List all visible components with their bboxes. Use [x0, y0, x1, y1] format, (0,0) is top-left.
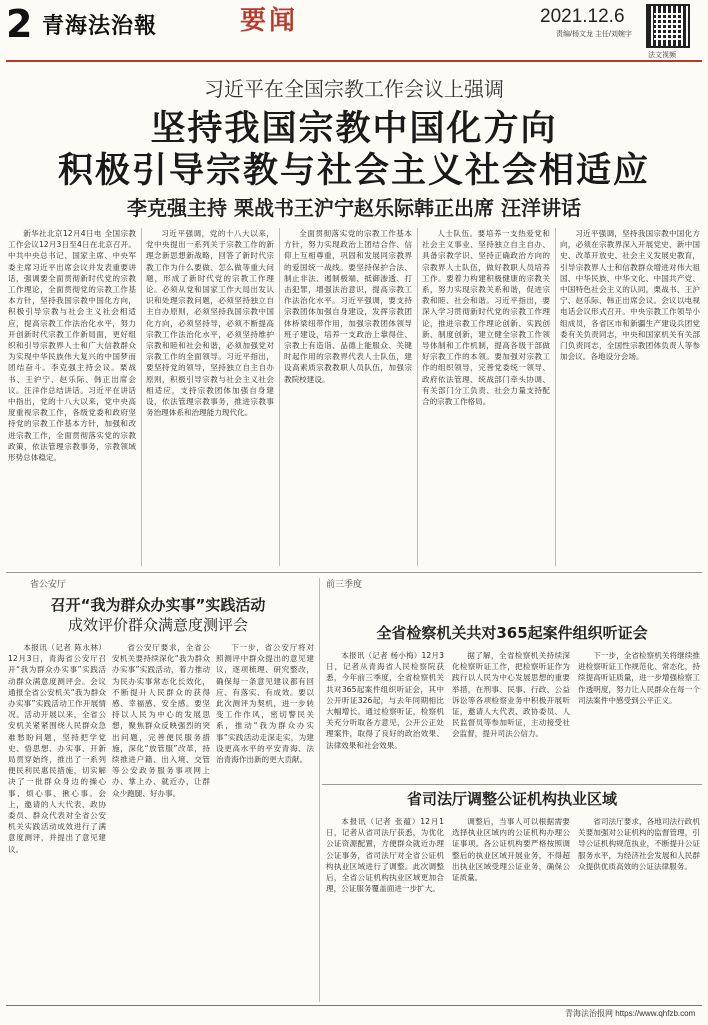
article-right-top-column-2: [452, 650, 570, 780]
article-paragraph: 本报讯（记者 陈永林）12月3日，青海省公安厅召开“我为群众办实事”实践活动群众满意度测评会。会议通报全省公安机关“我为群众办实事”实践活动工作开展情况。活动开展以来，全省公安机关紧紧围绕人民群众急难愁盼问题，坚持把学党史、悟思想、办实事、开新局贯穿始终，推出了一系列便民利民惠民措施，切实解决了一批群众身边的操心事、烦心事、揪心事。会上，邀请的人大代表、政协委员、群众代表对全省公安机关实践活动成效进行了满意度测评，并提出了意见建议。: [8, 643, 106, 854]
article-left-column-2: [112, 642, 210, 1002]
column-divider: [417, 228, 418, 566]
lead-column-1: [8, 228, 136, 566]
article-left-title-1: 召开“我为群众办实事”实践活动: [50, 596, 266, 614]
article-right-top-column-1: [326, 650, 444, 780]
lead-column-4: [422, 228, 550, 566]
qr-code-icon: [646, 4, 690, 48]
footer-rule: [6, 1005, 702, 1006]
lead-paragraph: 新华社北京12月4日电 全国宗教工作会议12月3日至4日在北京召开。中共中央总书记、国家主席、中央军委主席习近平出席会议并发表重要讲话，强调要全面贯彻新时代党的宗教工作理论，全面贯彻党的宗教工作基本方针，坚持我国宗教中国化方向，积极引导宗教与社会主义社会相适应，提高宗教工作法治化水平，努力开创新时代宗教工作新局面，更好组织和引导宗教界人士和广大信教群众为实现中华民族伟大复兴的中国梦而团结奋斗。李克强主持会议。栗战书、王沪宁、赵乐际、韩正出席会议。汪洋作总结讲话。习近平在讲话中指出，党的十八大以来，党中央高度重视宗教工作，各级党委和政府坚持党的宗教工作基本方针，加强和改进宗教工作，全面贯彻落实党的宗教政策，依法管理宗教事务，宗教领域形势总体稳定。: [8, 229, 136, 463]
lead-column-2: [146, 228, 274, 566]
section-title: 要闻: [240, 6, 299, 36]
lead-headline-2: 积极引导宗教与社会主义社会相适应: [57, 150, 650, 191]
article-right-top-column-3: [578, 650, 700, 780]
article-paragraph: 据了解，全省检察机关持续深化检察听证工作，把检察听证作为践行以人民为中心发展思想的重要举措，在刑事、民事、行政、公益诉讼等各项检察业务中积极开展听证，邀请人大代表、政协委员、人民监督员等参加听证，主动接受社会监督，提升司法公信力。: [452, 651, 570, 739]
lead-paragraph: 人士队伍。要培养一支热爱党和社会主义事业、坚持独立自主自办、具备宗教学识、坚持正确政治方向的宗教界人士队伍，做好教职人员培养工作。要着力构建积极健康的宗教关系，努力实现宗教关系和谐，促进宗教和睦、社会和谐。习近平指出，要深入学习贯彻新时代党的宗教工作理论，推进宗教工作理论创新、实践创新、制度创新，建立健全宗教工作领导体制和工作机制，提高各级干部做好宗教工作的本领。要加强对宗教工作的组织领导，完善党委统一领导、政府依法管理、统战部门牵头协调、有关部门分工负责、社会力量支持配合的宗教工作格局。: [422, 229, 550, 407]
lead-paragraph: 习近平强调，坚持我国宗教中国化方向，必须在宗教界深入开展党史、新中国史、改革开放史、社会主义发展史教育，引导宗教界人士和信教群众增进对伟大祖国、中华民族、中华文化、中国共产党、中国特色社会主义的认同。栗战书、王沪宁、赵乐际、韩正出席会议。会议以电视电话会议形式召开。中央宗教工作领导小组成员，各省区市和新疆生产建设兵团党委有关负责同志，中央和国家机关有关部门负责同志，全国性宗教团体负责人等参加会议。各地设分会场。: [560, 229, 700, 362]
column-divider: [279, 228, 280, 566]
lead-subhead: 李克强主持 栗战书王沪宁赵乐际韩正出席 汪洋讲话: [127, 196, 581, 220]
article-paragraph: 下一步，全省检察机关将继续推进检察听证工作规范化、常态化，持续提高听证质量，进一步增强检察工作透明度，努力让人民群众在每一个司法案件中感受到公平正义。: [578, 651, 700, 705]
column-divider: [141, 228, 142, 566]
issue-date: 2021.12.6: [540, 6, 625, 27]
page-number: 2: [6, 2, 33, 46]
article-paragraph: 调整后，当事人可以根据需要选择执业区域内的公证机构办理公证事项。各公证机构要严格按照调整后的执业区域开展业务，不得超出执业区域受理公证业务，确保公证质量。: [452, 817, 570, 883]
article-right-bottom-column-1: [326, 816, 444, 1002]
article-right-bottom-title: 省司法厅调整公证机构执业区域: [406, 790, 617, 808]
section-divider: [322, 784, 702, 785]
article-right-bottom-column-2: [452, 816, 570, 1002]
article-right-bottom-column-3: [578, 816, 700, 1002]
lead-paragraph: 全面贯彻落实党的宗教工作基本方针，努力实现政治上团结合作、信仰上互相尊重，巩固和发展同宗教界的爱国统一战线。要坚持保护合法、制止非法、遏制极端、抵御渗透、打击犯罪，增强法治意识，提高宗教工作法治化水平。习近平强调，要支持宗教团体加强自身建设，发挥宗教团体桥梁纽带作用，加强宗教团体领导班子建设，培养一支政治上靠得住、宗教上有造诣、品德上能服众、关键时起作用的宗教界代表人士队伍，建设高素质宗教教职人员队伍，加强宗教院校建设。: [284, 229, 412, 384]
lead-column-3: [284, 228, 412, 566]
article-left-column-1: [8, 642, 106, 1002]
article-left-title-2: 成效评价群众满意度测评会: [67, 616, 248, 634]
lead-paragraph: 习近平强调，党的十八大以来，党中央提出一系列关于宗教工作的新理念新思想新战略，回答了新时代宗教工作为什么要做、怎么做等重大问题，形成了新时代党的宗教工作理论。必须从党和国家工作大局出发认识和处理宗教问题，必须坚持独立自主自办原则，必须坚持我国宗教中国化方向，必须坚持导，必须不断提高宗教工作法治化水平，必须坚持维护宗教和睦和社会和谐，必须加强党对宗教工作的全面领导。习近平指出，要坚持党的领导，坚持独立自主自办原则，积极引导宗教与社会主义社会相适应，支持宗教团体加强自身建设，依法管理宗教事务，推进宗教事务治理体系和治理能力现代化。: [146, 229, 274, 418]
article-paragraph: 本报讯（记者 杨小梅）12月3日，记者从青海省人民检察院获悉，今年前三季度，全省检察机关共对365起案件组织听证会，其中公开听证326起，与去年同期相比大幅增长。通过检察听证，检察机关充分听取各方意见，公开公正处理案件，取得了良好的政治效果、法律效果和社会效果。: [326, 651, 444, 750]
article-paragraph: 省公安厅要求，全省公安机关要持续深化“我为群众办实事”实践活动，着力推动为民办实事常态化长效化，不断提升人民群众的获得感、幸福感、安全感。要坚持以人民为中心的发展思想，聚焦群众反映强烈的突出问题，完善便民服务措施，深化“放管服”改革，持续推进户籍、出入境、交管等公安政务服务事项网上办、掌上办、就近办，让群众少跑腿、好办事。: [112, 643, 210, 798]
column-divider: [319, 578, 320, 1002]
article-left-column-3: [216, 642, 314, 1002]
article-right-top-title: 全省检察机关共对365起案件组织听证会: [376, 624, 648, 642]
article-left-section-label: 省公安厅: [30, 579, 67, 589]
lead-headline-1: 坚持我国宗教中国化方向: [150, 108, 558, 149]
newspaper-name: 青海法治報: [42, 13, 158, 39]
article-paragraph: 省司法厅要求，各地司法行政机关要加强对公证机构的监督管理，引导公证机构规范执业，不断提升公证服务水平，为经济社会发展和人民群众提供优质高效的公证法律服务。: [578, 817, 700, 871]
footer-url: 青海法治报网 https://www.qhfzb.com: [565, 1009, 696, 1018]
lead-kicker: 习近平在全国宗教工作会议上强调: [204, 79, 504, 101]
qr-label: 法文视频: [648, 52, 676, 59]
lead-column-5: [560, 228, 700, 566]
column-divider: [555, 228, 556, 566]
masthead-rule: [6, 60, 702, 62]
article-paragraph: 本报讯（记者 张蕴）12月1日，记者从省司法厅获悉，为优化公证资源配置，方便群众就近办理公证事务，省司法厅对全省公证机构执业区域进行了调整。此次调整后，全省公证机构执业区域更加合理，公证服务覆盖面进一步扩大。: [326, 817, 444, 894]
editor-line: 责编/杨文龙 主任/刘婉宇: [556, 31, 632, 38]
article-paragraph: 下一步，省公安厅将对照测评中群众提出的意见建议，逐项梳理、研究整改，确保每一条意见建议都有回应、有落实、有成效。要以此次测评为契机，进一步转变工作作风，密切警民关系，推动“我为群众办实事”实践活动走深走实，为建设更高水平的平安青海、法治青海作出新的更大贡献。: [216, 643, 314, 765]
article-right-top-section-label: 前三季度: [326, 579, 363, 589]
section-divider: [6, 572, 702, 573]
